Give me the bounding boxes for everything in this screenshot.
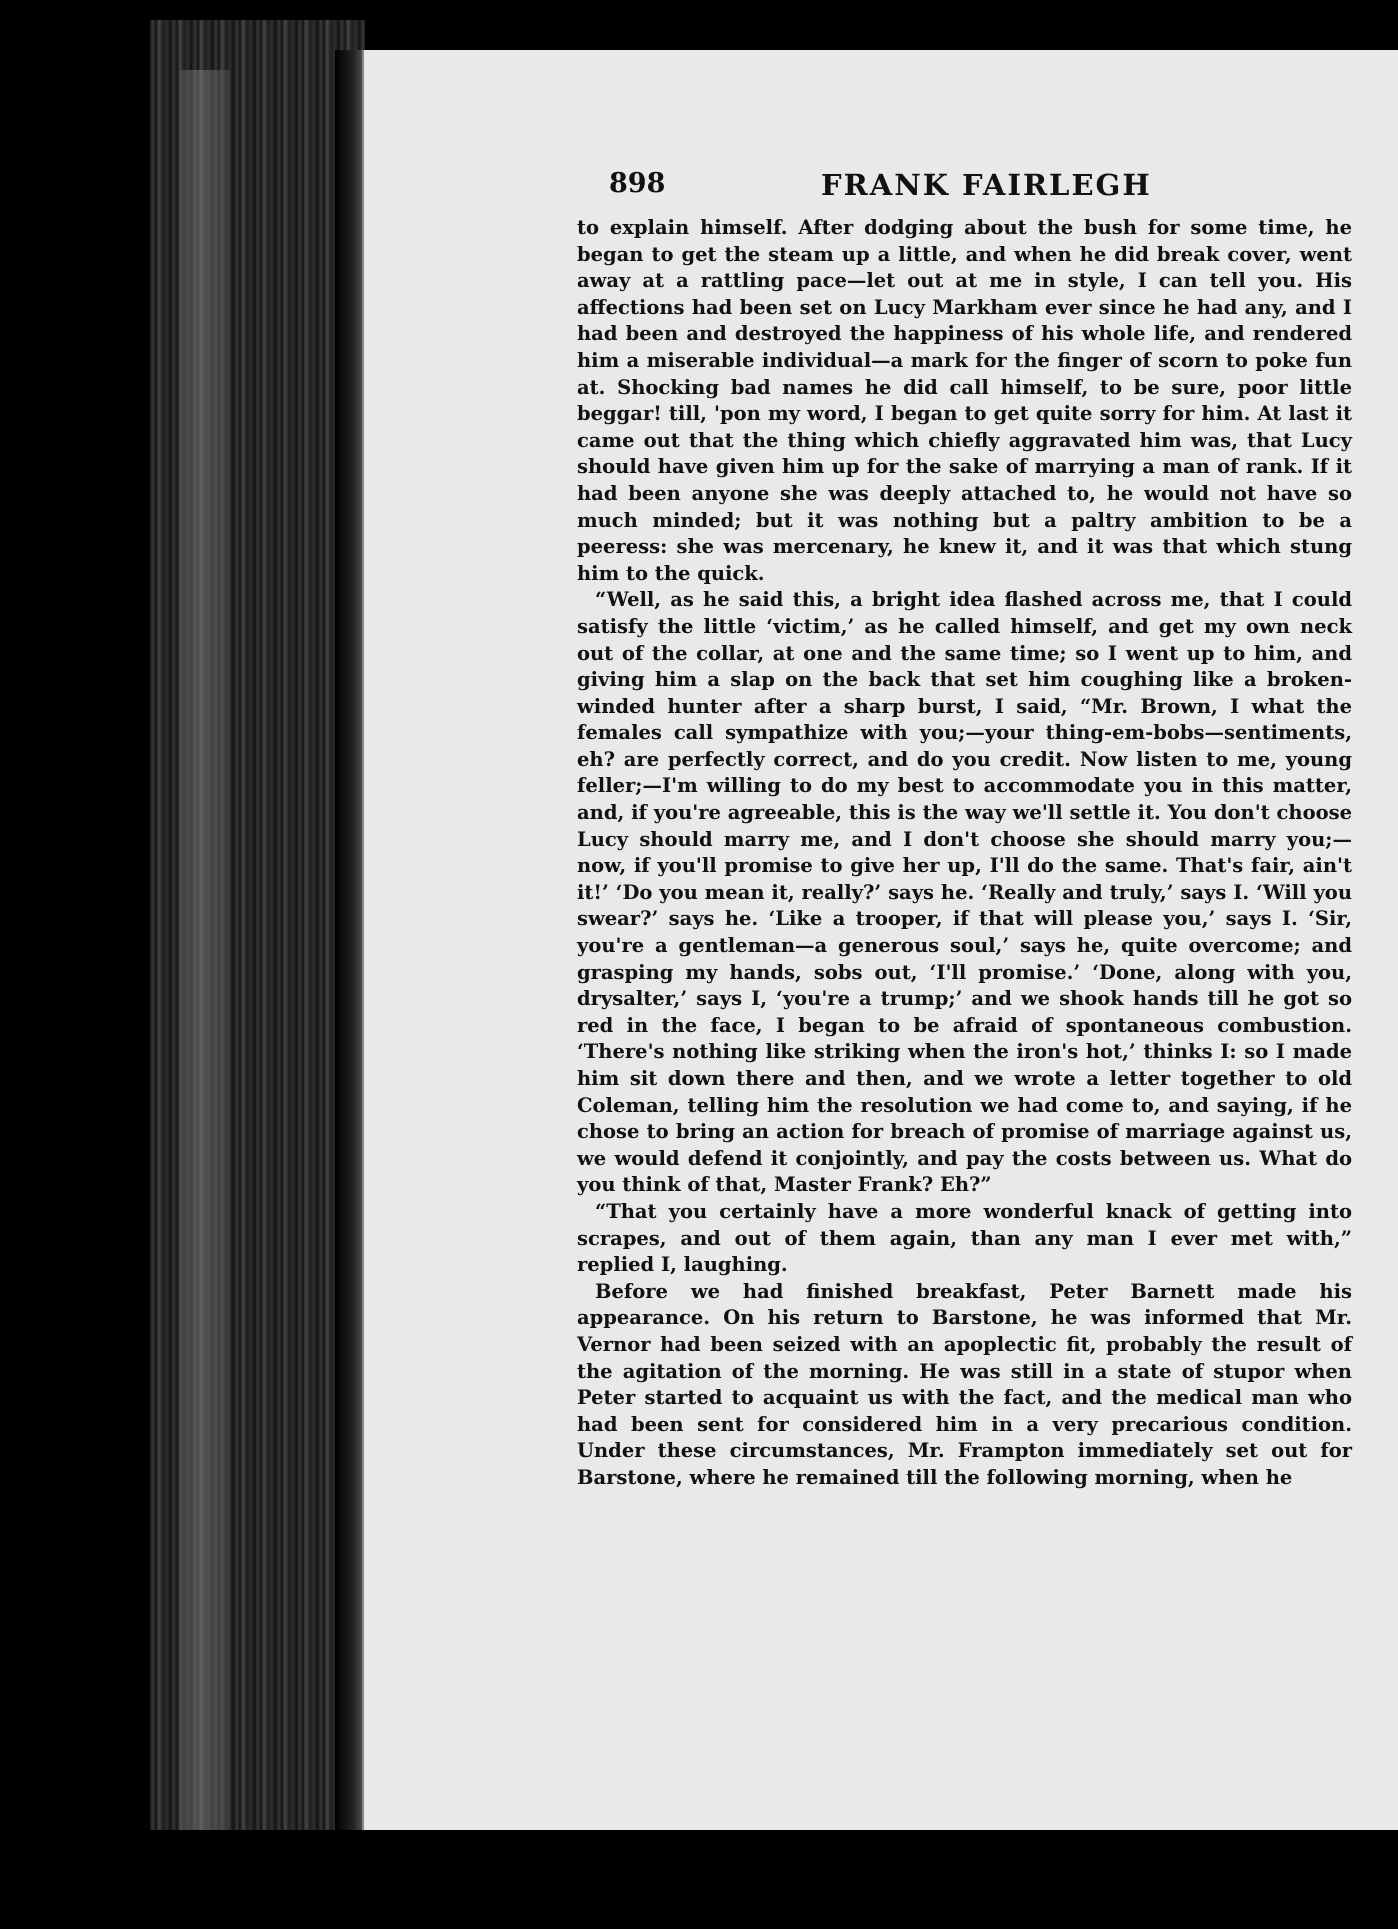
book-edge-highlight [180,70,230,1830]
spine-shadow [335,50,365,1840]
paragraph-narration: Before we had finished breakfast, Peter Barnett made his appearance. On his return to Barstone, he was informed that Mr. Vernor had been seized with an apoplectic fit, probably the result of the agitation of the morning. He was still in a state of stupor when Peter started to acquaint us with the fact, and the medical man who had been sent for considered him in a very precarious condition. Under these circumstances, Mr. Frampton immediately set out for Barstone, where he remained till the following morning, when he [577,1279,1352,1489]
page-header [609,168,1369,208]
running-title: FRANK FAIRLEGH [821,168,1152,202]
scan-bottom-margin [0,1830,1398,1929]
body-text [577,215,1352,1492]
paragraph-continuation: to explain himself. After dodging about the bush for some time, he began to get the steam up a little, and when he did break cover, went away at a rattling pace—let out at me in style, I can tell you. His affections had been set on Lucy Markham ever since he had any, and I had been and destroyed the happiness of his whole life, and rendered him a miserable individual—a mark for the finger of scorn to poke fun at. Shocking bad names he did call himself, to be sure, poor little beggar! till, 'pon my word, I began to get quite sorry for him. At last it came out that the thing which chiefly aggravated him was, that Lucy should have given him up for the sake of marrying a man of rank. If it had been anyone she was deeply attached to, he would not have so much minded; but it was nothing but a paltry ambition to be a peeress: she was mercenary, he knew it, and it was that which stung him to the quick. [577,216,1352,585]
page-number: 898 [609,168,666,199]
paragraph-dialogue: “Well, as he said this, a bright idea flashed across me, that I could satisfy the little ‘victim,’ as he called himself, and get my own neck out of the collar, at one and the same time; so I went up to him, and giving him a slap on the back that set him coughing like a broken-winded hunter after a sharp burst, I said, “Mr. Brown, I what the females call sympathize with you;—your thing-em-bobs—sentiments, eh? are perfectly correct, and do you credit. Now listen to me, young feller;—I'm willing to do my best to accommodate you in this matter, and, if you're agreeable, this is the way we'll settle it. You don't choose Lucy should marry me, and I don't choose she should marry you;—now, if you'll promise to give her up, I'll do the same. That's fair, ain't it!’ ‘Do you mean it, really?’ says he. ‘Really and truly,’ says I. ‘Will you swear?’ says he. ‘Like a trooper, if that will please you,’ says I. ‘Sir, you're a gentleman—a generous soul,’ says he, quite overcome; and grasping my hands, sobs out, ‘I'll promise.’ ‘Done, along with you, drysalter,’ says I, ‘you're a trump;’ and we shook hands till he got so red in the face, I began to be afraid of spontaneous combustion. ‘There's nothing like striking when the iron's hot,’ thinks I: so I made him sit down there and then, and we wrote a letter together to old Coleman, telling him the resolution we had come to, and saying, if he chose to bring an action for breach of promise of marriage against us, we would defend it conjointly, and pay the costs between us. What do you think of that, Master Frank? Eh?” [577,588,1352,1197]
paragraph-reply: “That you certainly have a more wonderful knack of getting into scrapes, and out of them again, than any man I ever met with,” replied I, laughing. [577,1199,1352,1277]
